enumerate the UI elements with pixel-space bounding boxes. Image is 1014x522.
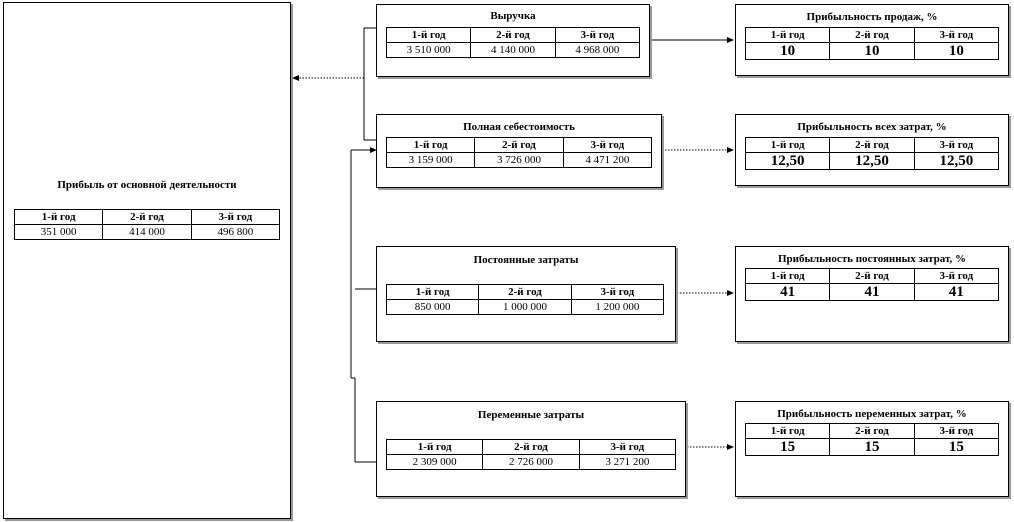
- variable-cost-profitability-title: Прибыльность переменных затрат, %: [777, 408, 967, 420]
- fixed-cost-profitability-box: [735, 246, 1009, 342]
- year-3-header: 3-й год: [914, 138, 998, 153]
- year-1-header: 1-й год: [746, 424, 830, 439]
- year-1-header: 1-й год: [15, 210, 103, 225]
- fixed-cost-profitability-table: [745, 268, 999, 301]
- year-2-header: 2-й год: [471, 28, 555, 43]
- sales-profitability-title: Прибыльность продаж, %: [806, 11, 938, 23]
- profit-year-2: 414 000: [103, 225, 191, 240]
- variable-costs-year-3: 3 271 200: [579, 455, 675, 470]
- year-1-header: 1-й год: [387, 285, 479, 300]
- full-cost-table: [386, 137, 652, 168]
- total-cost-profitability-year-3: 12,50: [914, 153, 998, 170]
- fixed-cost-profitability-year-2: 41: [830, 284, 914, 301]
- profit-year-1: 351 000: [15, 225, 103, 240]
- year-3-header: 3-й год: [914, 269, 998, 284]
- fixed-costs-title: Постоянные затраты: [473, 254, 579, 266]
- variable-cost-profitability-box: [735, 401, 1009, 497]
- year-2-header: 2-й год: [483, 440, 579, 455]
- year-2-header: 2-й год: [479, 285, 571, 300]
- year-3-header: 3-й год: [571, 285, 663, 300]
- fixed-costs-table: [386, 284, 664, 315]
- year-1-header: 1-й год: [746, 28, 830, 43]
- sales-profitability-year-2: 10: [830, 43, 914, 60]
- fixed-costs-year-1: 850 000: [387, 300, 479, 315]
- sales-profitability-box: [735, 4, 1009, 76]
- fixed-cost-profitability-title: Прибыльность постоянных затрат, %: [777, 253, 967, 265]
- profit-box: [3, 2, 291, 519]
- fixed-costs-year-3: 1 200 000: [571, 300, 663, 315]
- fixed-cost-profitability-year-3: 41: [914, 284, 998, 301]
- year-1-header: 1-й год: [387, 440, 483, 455]
- fixed-costs-box: [376, 246, 676, 342]
- year-3-header: 3-й год: [579, 440, 675, 455]
- revenue-year-3: 4 968 000: [555, 43, 639, 58]
- variable-costs-year-2: 2 726 000: [483, 455, 579, 470]
- year-2-header: 2-й год: [475, 138, 563, 153]
- revenue-table: [386, 27, 640, 58]
- year-1-header: 1-й год: [746, 269, 830, 284]
- year-2-header: 2-й год: [103, 210, 191, 225]
- variable-cost-profitability-table: [745, 423, 999, 456]
- year-3-header: 3-й год: [563, 138, 651, 153]
- year-3-header: 3-й год: [191, 210, 279, 225]
- variable-costs-box: [376, 401, 686, 497]
- profit-table: [14, 209, 280, 240]
- profit-year-3: 496 800: [191, 225, 279, 240]
- year-3-header: 3-й год: [914, 28, 998, 43]
- year-2-header: 2-й год: [830, 138, 914, 153]
- total-cost-profitability-year-2: 12,50: [830, 153, 914, 170]
- variable-cost-profitability-year-3: 15: [914, 439, 998, 456]
- variable-costs-table: [386, 439, 676, 470]
- revenue-year-1: 3 510 000: [387, 43, 471, 58]
- total-cost-profitability-table: [745, 137, 999, 170]
- year-3-header: 3-й год: [555, 28, 639, 43]
- total-cost-profitability-year-1: 12,50: [746, 153, 830, 170]
- full-cost-year-2: 3 726 000: [475, 153, 563, 168]
- year-2-header: 2-й год: [830, 28, 914, 43]
- total-cost-profitability-box: [735, 114, 1009, 186]
- full-cost-box: [376, 114, 662, 188]
- variable-cost-profitability-year-1: 15: [746, 439, 830, 456]
- year-2-header: 2-й год: [830, 424, 914, 439]
- full-cost-year-1: 3 159 000: [387, 153, 475, 168]
- year-2-header: 2-й год: [830, 269, 914, 284]
- sales-profitability-year-1: 10: [746, 43, 830, 60]
- year-1-header: 1-й год: [387, 28, 471, 43]
- sales-profitability-year-3: 10: [914, 43, 998, 60]
- fixed-costs-year-2: 1 000 000: [479, 300, 571, 315]
- full-cost-title: Полная себестоимость: [463, 121, 575, 133]
- revenue-year-2: 4 140 000: [471, 43, 555, 58]
- full-cost-year-3: 4 471 200: [563, 153, 651, 168]
- fixed-cost-profitability-year-1: 41: [746, 284, 830, 301]
- revenue-title: Выручка: [490, 10, 536, 22]
- revenue-box: [376, 4, 650, 77]
- year-3-header: 3-й год: [914, 424, 998, 439]
- year-1-header: 1-й год: [387, 138, 475, 153]
- sales-profitability-table: [745, 27, 999, 60]
- variable-cost-profitability-year-2: 15: [830, 439, 914, 456]
- variable-costs-year-1: 2 309 000: [387, 455, 483, 470]
- total-cost-profitability-title: Прибыльность всех затрат, %: [797, 121, 947, 133]
- year-1-header: 1-й год: [746, 138, 830, 153]
- variable-costs-title: Переменные затраты: [477, 409, 585, 421]
- profit-title: Прибыль от основной деятельности: [57, 179, 237, 191]
